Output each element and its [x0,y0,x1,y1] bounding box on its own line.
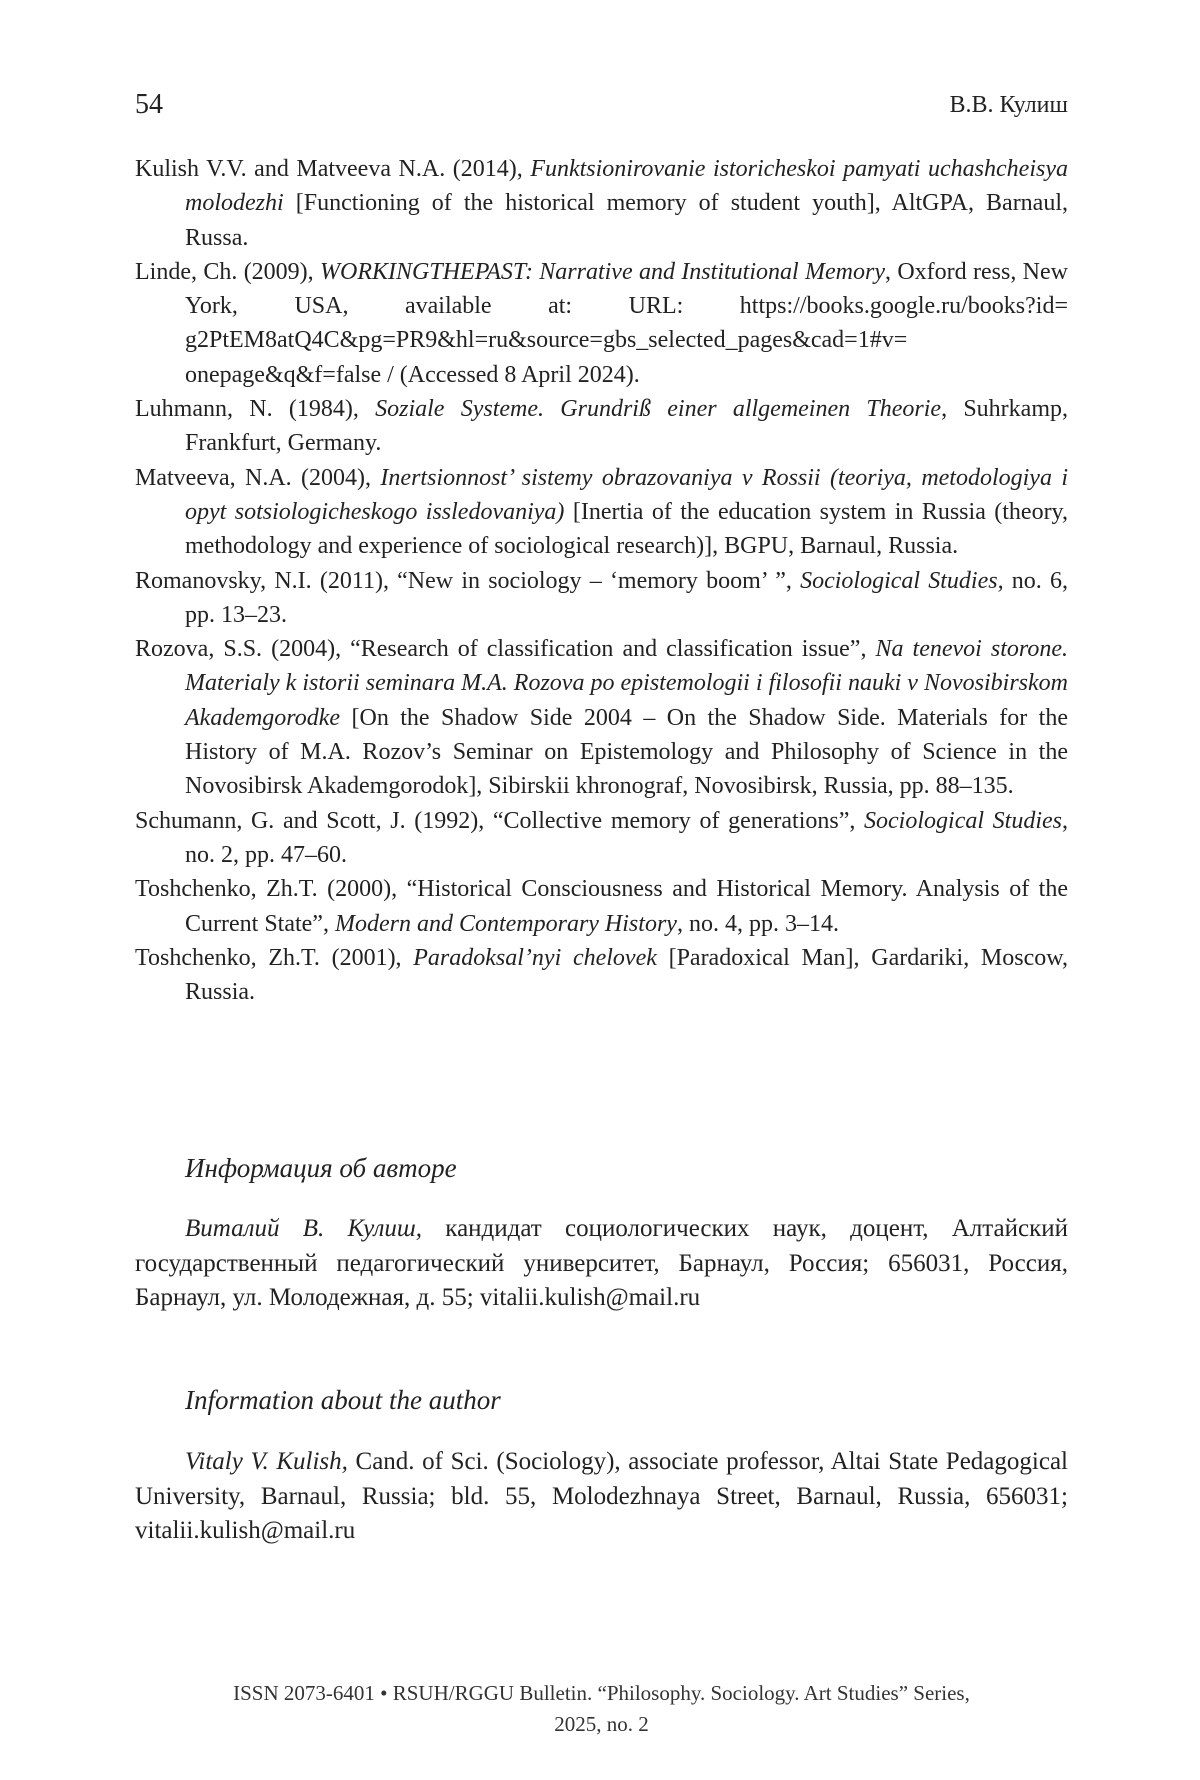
reference-title: Sociological Studies, [800,568,1004,594]
reference-entry [135,255,1068,392]
author-info-ru [135,1212,1068,1316]
reference-entry [135,564,1068,633]
reference-text: Schumann, G. and Scott, J. (1992), “Collective memory of generations”, [135,808,864,834]
reference-text: Toshchenko, Zh.T. (2000), “Historical Consciousness and Historical Memory. Analysis of the Current State”, [135,876,1068,936]
reference-text: Romanovsky, N.I. (2011), “New in sociology – ‘memory boom’ ”, [135,568,800,594]
reference-entry [135,941,1068,1010]
reference-text: , Oxford ress, New York, USA, available at: URL: https://books.google.ru/books?id= g2PtEM8atQ4C&pg=PR9&hl=ru&source=gbs_selected_pages&cad=1#v= onepage&q&f=false / (Accessed 8 April 2024). [185,259,1068,388]
running-head: В.В. Кулиш [950,88,1068,122]
reference-title: WORKINGTHEPAST: Narrative and Institutional Memory [320,259,885,285]
reference-text: Luhmann, N. (1984), [135,396,375,422]
footer-journal-line: ISSN 2073-6401 • RSUH/RGGU Bulletin. “Philosophy. Sociology. Art Studies” Series, [135,1678,1068,1709]
reference-text: no. 6, pp. 13–23. [185,568,1068,628]
reference-text: , Suhrkamp, Frankfurt, Germany. [185,396,1068,456]
reference-text: Linde, Ch. (2009), [135,259,320,285]
reference-text: , no. 2, pp. 47–60. [185,808,1068,868]
reference-title: Sociological Studies [864,808,1062,834]
author-info-heading-ru: Информация об авторе [185,1150,457,1186]
author-details-ru: кандидат социологических наук, доцент, Ал­тайский государственный педагогический университет, Барнаул, Россия; 656031, Россия, Барнаул, ул. Молодежная, д. 55; vitalii.kulish@mail.ru [135,1215,1068,1311]
page-footer [135,1678,1068,1740]
reference-entry [135,152,1068,255]
author-info-en [135,1445,1068,1549]
page-number: 54 [135,88,163,122]
author-details-en: Cand. of Sci. (Sociology), associate professor, Altai State Pedagogical University, Barnaul, Russia; bld. 55, Molodezhnaya Street, Bar­naul, Russia, 656031; vitalii.kulish@mail.ru [135,1448,1068,1544]
reference-title: Funktsionirovanie istoricheskoi pamyati uchashcheisya molodezhi [185,156,1068,216]
reference-text: [On the Shadow Side 2004 – On the Shadow Side. Materials for the History of M.A. Rozov’s Seminar on Epistemology and Philosophy of Science in the Novosibirsk Akademgorodok], Sibirskii khronograf, Novosibirsk, Russia, pp. 88–135. [185,705,1068,800]
author-name-ru: Виталий В. Кулиш, [185,1215,422,1242]
reference-text: [Paradoxical Man], Gardariki, Moscow, Russia. [185,945,1068,1005]
reference-title: Soziale Systeme. Grundriß einer allgemeinen Theorie [375,396,941,422]
reference-title: Paradoksal’nyi chelovek [413,945,657,971]
reference-title: Na tenevoi storone. Materialy k istorii seminara M.A. Rozova po epistemologii i filosofii nauki v Novosibirskom Akademgorodke [185,636,1068,731]
reference-text: [Functioning of the historical memory of student youth], AltGPA, Barnaul, Russa. [185,190,1068,250]
author-info-heading-en: Information about the author [185,1382,501,1418]
reference-entry [135,461,1068,564]
reference-text: , no. 4, pp. 3–14. [677,911,839,937]
reference-list [135,152,1068,1009]
reference-entry [135,392,1068,461]
reference-entry [135,872,1068,941]
reference-text: Matveeva, N.A. (2004), [135,465,380,491]
reference-text: [Inertia of the education system in Russia (theory, methodology and experience of sociological research)], BGPU, Barnaul, Russia. [185,499,1068,559]
reference-title: Inertsionnost’ sistemy obrazovaniya v Rossii (teoriya, metodologi­ya i opyt sotsiologicheskogo issledovaniya) [185,465,1068,525]
reference-text: Toshchenko, Zh.T. (2001), [135,945,413,971]
reference-text: Rozova, S.S. (2004), “Research of classification and classification issue”, [135,636,876,662]
reference-entry [135,632,1068,803]
reference-title: Modern and Contemporary History [335,911,677,937]
footer-issue-line: 2025, no. 2 [135,1709,1068,1740]
reference-entry [135,804,1068,873]
author-name-en: Vitaly V. Kulish, [185,1448,348,1475]
reference-text: Kulish V.V. and Matveeva N.A. (2014), [135,156,530,182]
